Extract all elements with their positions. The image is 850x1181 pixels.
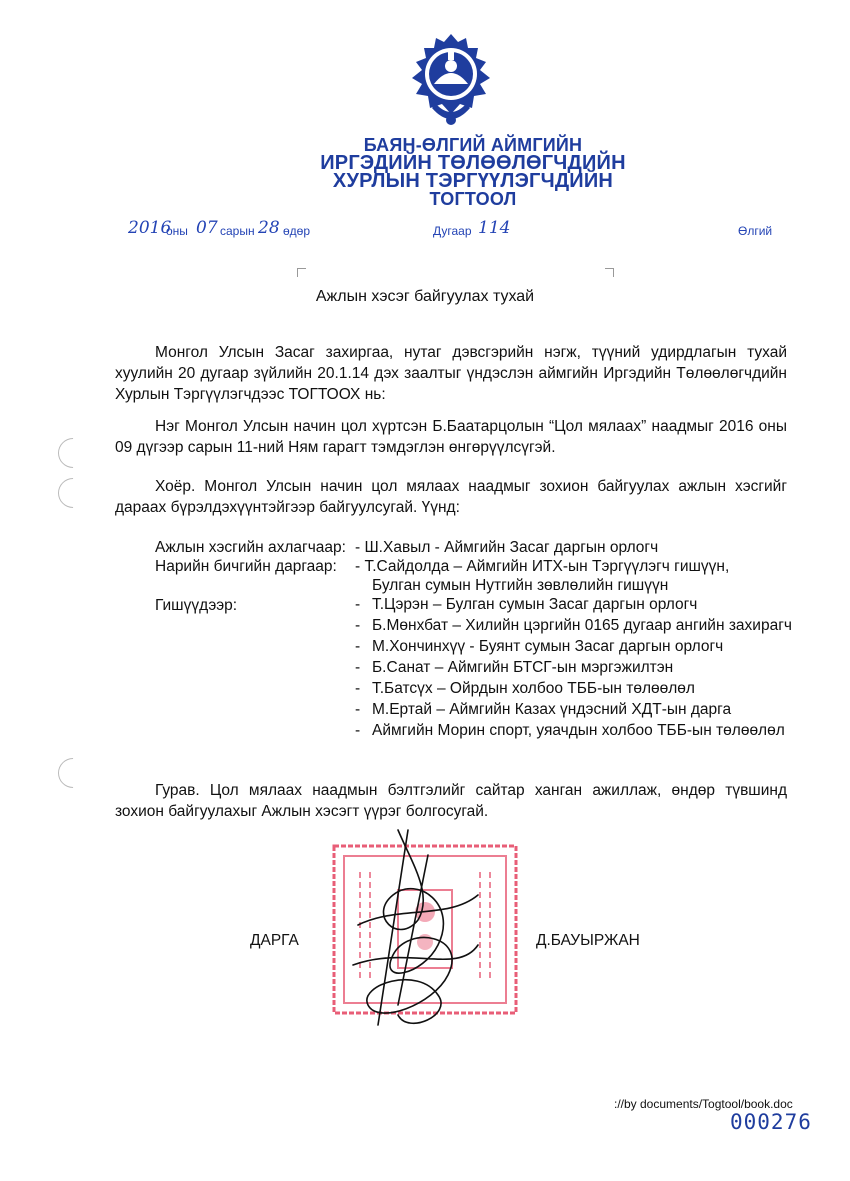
document-title: Ажлын хэсэг байгуулах тухай (315, 288, 535, 305)
list-item: - Б.Санат – Аймгийн БТСГ-ын мэргэжилтэн (355, 659, 674, 676)
list-item: - М.Ертай – Аймгийн Казах үндэсний ХДТ-ын дарга (355, 701, 732, 718)
members-label: Гишүүдээр: (155, 597, 238, 614)
list-item: - М.Хончинхүү - Буянт сумын Засаг даргын орлогч (355, 638, 724, 655)
date-day: 28 (258, 218, 280, 238)
date-year-suffix: оны (166, 224, 188, 238)
item-three: Гурав. Цол мялаах наадмын бэлтгэлийг сайтар ханган ажиллаж, өндөр түвшинд зохион байгуулахыг Ажлын хэсэгт үүрэг болгосугай. (115, 782, 787, 820)
corner-mark-right (605, 268, 614, 277)
corner-mark-left (297, 268, 306, 277)
item-one: Нэг Монгол Улсын начин цол хүртсэн Б.Баатарцолын “Цол мялаах” наадмыг 2016 оны 09 дүгээр сарын 11-ний Ням гарагт тэмдэглэн өнгөрүүлсүгэй. (115, 418, 787, 456)
header-line-1: БАЯН-ӨЛГИЙ АЙМГИЙН (363, 135, 583, 155)
item-two: Хоёр. Монгол Улсын начин цол мялаах наадмыг зохион байгуулах ажлын хэсгийг дараах бүрэлдэхүүнтэйгээр байгуулсугай. Үүнд: (115, 478, 787, 516)
punch-hole-mark (52, 432, 94, 474)
list-item: - Т.Батсүх – Ойрдын холбоо ТББ-ын төлөөлөл (355, 680, 695, 697)
punch-hole-mark (52, 472, 94, 514)
signatory-name: Д.БАУЫРЖАН (536, 932, 640, 949)
document-number: 114 (478, 218, 511, 238)
date-month: 07 (196, 218, 218, 238)
list-item: - Т.Цэрэн – Булган сумын Засаг даргын орлогч (355, 596, 698, 613)
list-item: - Аймгийн Морин спорт, уяачдын холбоо ТББ-ын төлөөлөл (355, 722, 785, 739)
secretary-value: - Т.Сайдолда – Аймгийн ИТХ-ын Тэргүүлэгч гишүүн, (355, 558, 730, 575)
number-label: Дугаар (433, 224, 472, 238)
date-row (128, 218, 808, 244)
head-value: - Ш.Хавыл - Аймгийн Засаг даргын орлогч (355, 539, 659, 556)
city: Өлгий (738, 224, 773, 238)
secretary-value-2: Булган сумын Нутгийн зөвлөлийн гишүүн (372, 577, 669, 594)
list-item: - Б.Мөнхбат – Хилийн цэргийн 0165 дугаар ангийн захирагч (355, 617, 792, 634)
file-path: ://by documents/Togtool/book.doc (614, 1097, 793, 1111)
punch-hole-mark (52, 752, 94, 794)
header-line-3: ХУРЛЫН ТЭРГҮҮЛЭГЧДИЙН (332, 170, 614, 192)
date-day-suffix: өдөр (283, 224, 311, 238)
signatory-title: ДАРГА (250, 932, 299, 949)
header-line-2: ИРГЭДИЙН ТӨЛӨӨЛӨГЧДИЙН (320, 152, 626, 174)
handwritten-signature (338, 825, 488, 1040)
intro-paragraph: Монгол Улсын Засаг захиргаа, нутаг дэвсгэрийн нэгж, түүний удирдлагын тухай хуулийн 20 дугаар зүйлийн 20.1.14 дэх заалтыг үндэслэн аймгийн Иргэдийн Төлөөлөгчдийн Хурлын Тэргүүлэгчдээс ТОГТООХ нь: (115, 344, 787, 403)
members-list (355, 595, 795, 740)
header-line-4: ТОГТООЛ (429, 189, 517, 209)
serial-number: 000276 (730, 1110, 812, 1134)
date-year: 2016 (128, 218, 172, 238)
head-label: Ажлын хэсгийн ахлагчаар: (155, 539, 346, 556)
state-emblem (406, 32, 496, 132)
date-month-suffix: сарын (220, 224, 255, 238)
secretary-label: Нарийн бичгийн даргаар: (155, 558, 337, 575)
